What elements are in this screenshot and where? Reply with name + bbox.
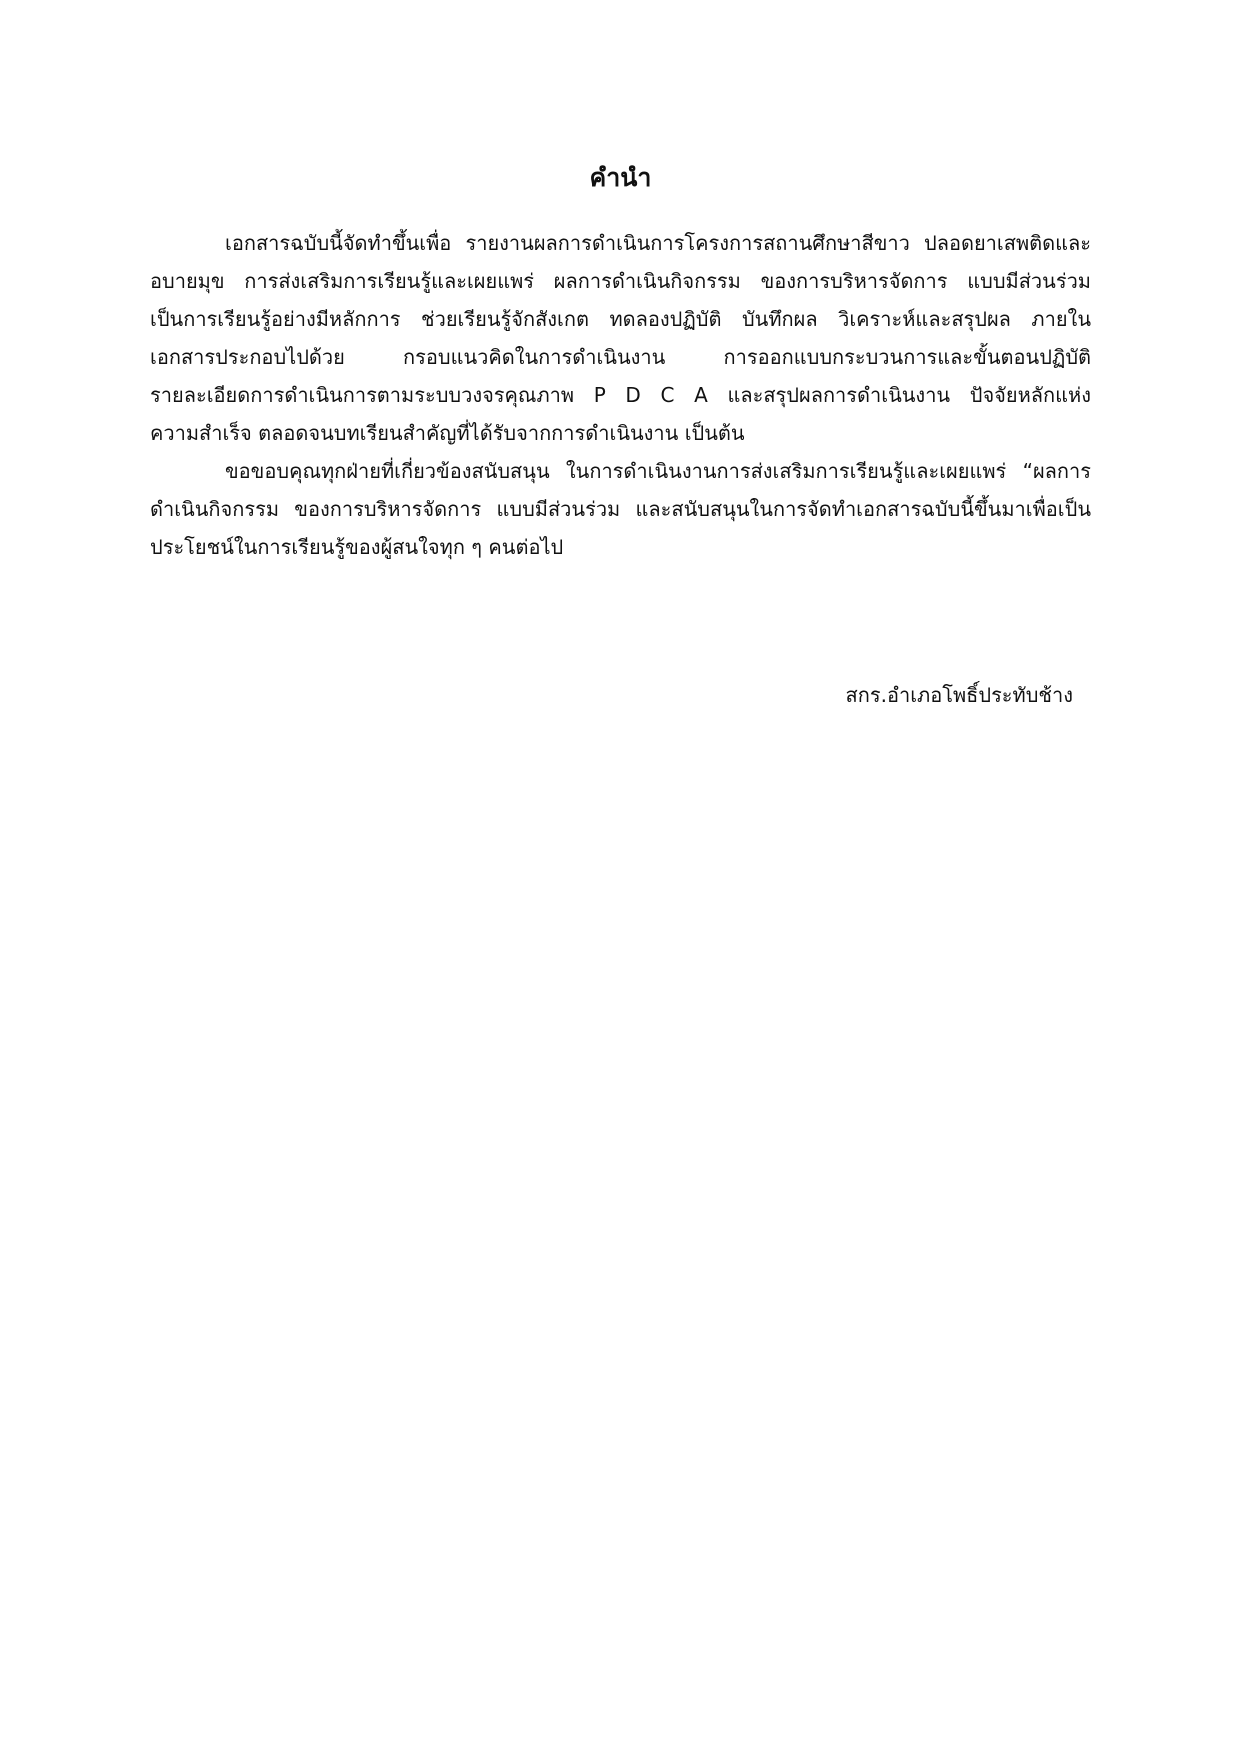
paragraph-line: ดำเนินกิจกรรม ของการบริหารจัดการ แบบมีส่วนร่วม และสนับสนุนในการจัดทำเอกสารฉบับนี้ขึ้นมาเพื่อเป็น xyxy=(150,497,1091,521)
signature: สกร.อำเภอโพธิ์ประทับช้าง xyxy=(845,683,1073,707)
page-title: คำนำ xyxy=(589,163,652,192)
paragraph-2 xyxy=(150,452,1091,566)
paragraph-line: เอกสารฉบับนี้จัดทำขึ้นเพื่อ รายงานผลการดำเนินการโครงการสถานศึกษาสีขาว ปลอดยาเสพติดและ xyxy=(225,231,1091,255)
paragraph-1 xyxy=(150,224,1091,452)
paragraph-line: รายละเอียดการดำเนินการตามระบบวงจรคุณภาพ P D C A และสรุปผลการดำเนินงาน ปัจจัยหลักแห่ง xyxy=(150,383,1091,407)
paragraph-line: ความสำเร็จ ตลอดจนบทเรียนสำคัญที่ได้รับจากการดำเนินงาน เป็นต้น xyxy=(150,421,745,445)
body-text xyxy=(150,224,1091,566)
paragraph-line: เอกสารประกอบไปด้วย กรอบแนวคิดในการดำเนินงาน การออกแบบกระบวนการและขั้นตอนปฏิบัติ xyxy=(150,345,1091,369)
paragraph-line: อบายมุข การส่งเสริมการเรียนรู้และเผยแพร่ ผลการดำเนินกิจกรรม ของการบริหารจัดการ แบบมีส่วนร่วม xyxy=(150,269,1091,293)
paragraph-line: ประโยชน์ในการเรียนรู้ของผู้สนใจทุก ๆ คนต่อไป xyxy=(150,535,564,559)
paragraph-line: ขอขอบคุณทุกฝ่ายที่เกี่ยวข้องสนับสนุน ในการดำเนินงานการส่งเสริมการเรียนรู้และเผยแพร่ “ผลการ xyxy=(225,459,1091,483)
paragraph-line: เป็นการเรียนรู้อย่างมีหลักการ ช่วยเรียนรู้จักสังเกต ทดลองปฏิบัติ บันทึกผล วิเคราะห์และสรุปผล ภายใน xyxy=(150,307,1091,331)
